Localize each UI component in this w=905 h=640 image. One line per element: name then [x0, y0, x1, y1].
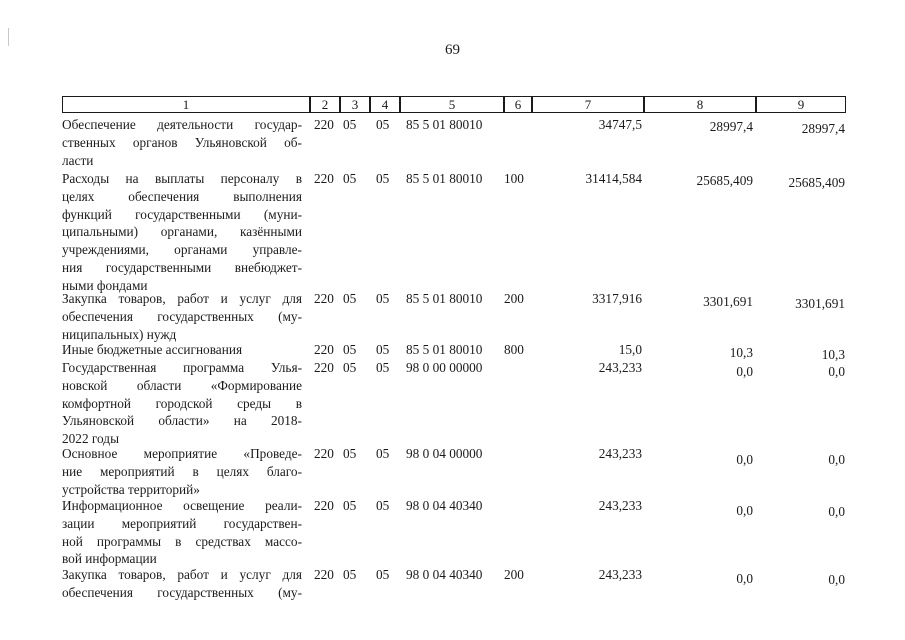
cell-csr: 98 0 04 00000 [406, 446, 483, 461]
column-header-7: 7 [532, 96, 644, 113]
cell-grbs: 220 [314, 342, 334, 357]
row-name: Иные бюджетные ассигнования [62, 342, 243, 357]
cell-csr: 98 0 04 40340 [406, 498, 483, 513]
cell-grbs: 220 [314, 171, 334, 186]
cell-csr: 85 5 01 80010 [406, 291, 483, 306]
cell-value-7: 243,233 [598, 446, 642, 461]
cell-pr: 05 [376, 360, 390, 375]
page-number: 69 [445, 42, 460, 58]
cell-value-9: 28997,4 [801, 121, 845, 136]
cell-pr: 05 [376, 117, 390, 132]
row-name: Расходы на выплаты персоналу в целях обеспечения выполнения функций государственными (муни- ципальными) органами, казёнными учреждениями, органами управле- ния государственными внебюджет- ными фондами [62, 171, 302, 293]
cell-value-7: 3317,916 [592, 291, 642, 306]
row-name: Закупка товаров, работ и услуг для обеспечения государственных (му- ниципальных) нужд [62, 291, 302, 342]
row-name: Основное мероприятие «Проведе- ние мероприятий в целях благо- устройства территорий» [62, 446, 302, 497]
cell-csr: 98 0 00 00000 [406, 360, 483, 375]
cell-value-9: 3301,691 [795, 296, 845, 311]
cell-grbs: 220 [314, 446, 334, 461]
cell-value-8: 0,0 [736, 364, 753, 379]
cell-value-8: 0,0 [736, 503, 753, 518]
cell-value-8: 0,0 [736, 452, 753, 467]
cell-value-8: 25685,409 [696, 173, 753, 188]
column-header-3: 3 [340, 96, 370, 113]
cell-value-7: 243,233 [598, 360, 642, 375]
cell-csr: 85 5 01 80010 [406, 171, 483, 186]
cell-grbs: 220 [314, 291, 334, 306]
cell-value-9: 10,3 [821, 347, 845, 362]
column-header-8: 8 [644, 96, 756, 113]
cell-vr: 800 [504, 342, 524, 357]
cell-value-7: 15,0 [618, 342, 642, 357]
cell-rz: 05 [343, 171, 357, 186]
column-header-1: 1 [62, 96, 310, 113]
cell-pr: 05 [376, 498, 390, 513]
cell-grbs: 220 [314, 567, 334, 582]
cell-rz: 05 [343, 291, 357, 306]
column-header-5: 5 [400, 96, 504, 113]
cell-rz: 05 [343, 342, 357, 357]
cell-vr: 200 [504, 291, 524, 306]
cell-csr: 98 0 04 40340 [406, 567, 483, 582]
cell-csr: 85 5 01 80010 [406, 117, 483, 132]
scan-edge-mark [8, 28, 9, 46]
row-name: Государственная программа Улья- новской области «Формирование комфортной городской среды в Ульяновской области» на 2018- 2022 годы [62, 360, 302, 447]
cell-pr: 05 [376, 342, 390, 357]
cell-pr: 05 [376, 171, 390, 186]
column-header-6: 6 [504, 96, 532, 113]
column-header-4: 4 [370, 96, 400, 113]
row-name: Закупка товаров, работ и услуг для обеспечения государственных (му- [62, 567, 302, 600]
cell-value-9: 0,0 [828, 364, 845, 379]
column-header-9: 9 [756, 96, 846, 113]
row-name: Обеспечение деятельности государ- ственных органов Ульяновской об- ласти [62, 117, 302, 168]
cell-value-8: 28997,4 [709, 119, 753, 134]
cell-pr: 05 [376, 291, 390, 306]
cell-grbs: 220 [314, 360, 334, 375]
cell-pr: 05 [376, 567, 390, 582]
cell-rz: 05 [343, 446, 357, 461]
cell-value-9: 0,0 [828, 572, 845, 587]
cell-value-9: 0,0 [828, 452, 845, 467]
cell-value-7: 243,233 [598, 498, 642, 513]
cell-grbs: 220 [314, 117, 334, 132]
cell-value-7: 243,233 [598, 567, 642, 582]
cell-value-7: 34747,5 [598, 117, 642, 132]
cell-vr: 200 [504, 567, 524, 582]
cell-value-8: 10,3 [729, 345, 753, 360]
cell-value-7: 31414,584 [585, 171, 642, 186]
row-name: Информационное освещение реали- зации мероприятий государствен- ной программы в средствах массо- вой информации [62, 498, 302, 567]
cell-value-9: 0,0 [828, 504, 845, 519]
cell-rz: 05 [343, 117, 357, 132]
cell-value-8: 0,0 [736, 571, 753, 586]
cell-rz: 05 [343, 567, 357, 582]
cell-rz: 05 [343, 360, 357, 375]
cell-vr: 100 [504, 171, 524, 186]
cell-value-8: 3301,691 [703, 294, 753, 309]
column-header-2: 2 [310, 96, 340, 113]
cell-grbs: 220 [314, 498, 334, 513]
cell-rz: 05 [343, 498, 357, 513]
cell-pr: 05 [376, 446, 390, 461]
cell-csr: 85 5 01 80010 [406, 342, 483, 357]
cell-value-9: 25685,409 [788, 175, 845, 190]
